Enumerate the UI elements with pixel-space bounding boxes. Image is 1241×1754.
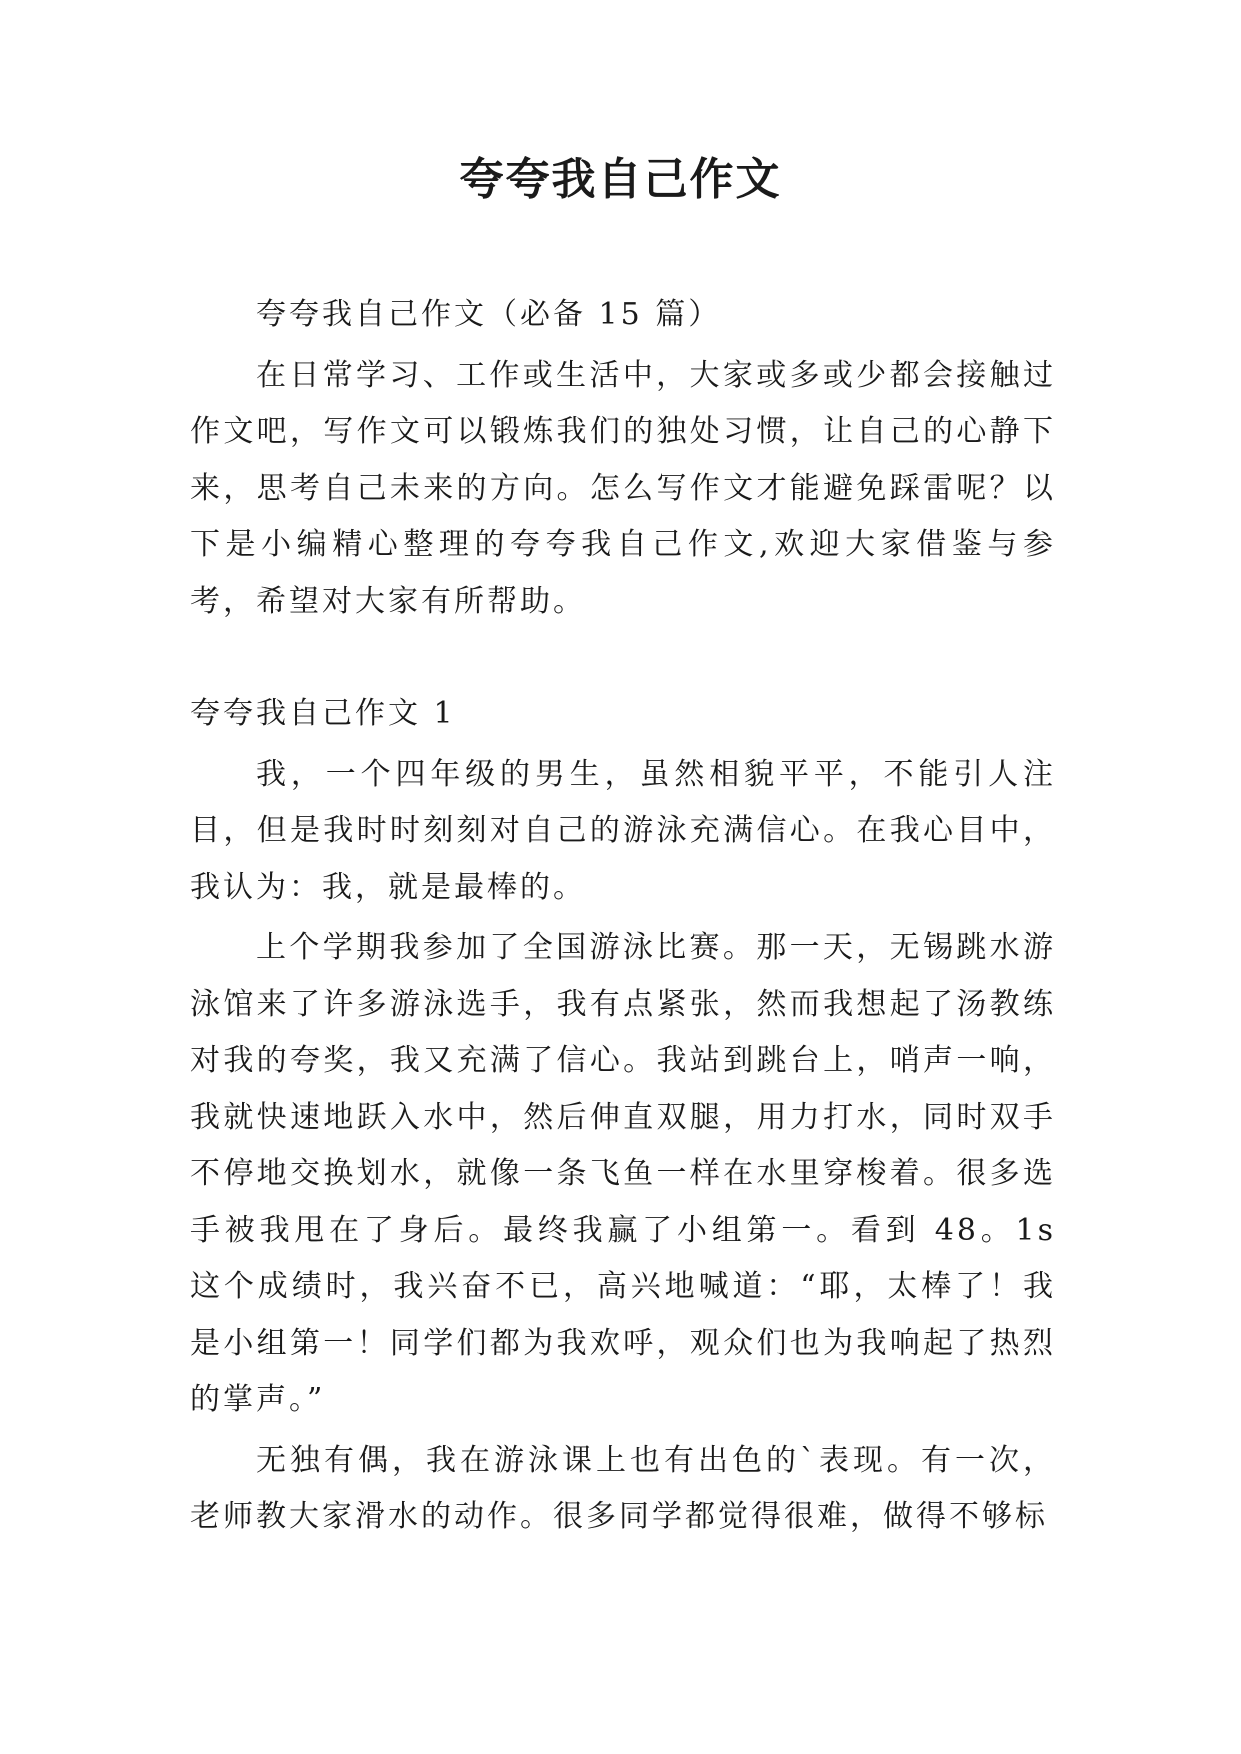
essay-paragraph: 上个学期我参加了全国游泳比赛。那一天，无锡跳水游泳馆来了许多游泳选手，我有点紧张，然而我想起了汤教练对我的夸奖，我又充满了信心。我站到跳台上，哨声一响，我就快速地跃入水中，然后伸直双腿，用力打水，同时双手不停地交换划水，就像一条飞鱼一样在水里穿梭着。很多选手被我甩在了身后。最终我赢了小组第一。看到 48。1s 这个成绩时，我兴奋不已，高兴地喊道：“耶，太棒了！我是小组第一！同学们都为我欢呼，观众们也为我响起了热烈的掌声。”: [190, 930, 1056, 1417]
essay-heading: 夸夸我自己作文 1: [190, 696, 456, 731]
document-subtitle: 夸夸我自己作文（必备 15 篇）: [256, 297, 722, 332]
essay-paragraph: 我，一个四年级的男生，虽然相貌平平，不能引人注目，但是我时时刻刻对自己的游泳充满信心。在我心目中，我认为：我，就是最棒的。: [190, 756, 1056, 905]
intro-paragraph: 在日常学习、工作或生活中，大家或多或少都会接触过作文吧，写作文可以锻炼我们的独处习惯，让自己的心静下来，思考自己未来的方向。怎么写作文才能避免踩雷呢？以下是小编精心整理的夸夸我自己作文,欢迎大家借鉴与参考，希望对大家有所帮助。: [190, 357, 1056, 619]
essay-paragraph: 无独有偶，我在游泳课上也有出色的`表现。有一次，老师教大家滑水的动作。很多同学都觉得很难，做得不够标: [190, 1442, 1056, 1534]
document-title: 夸夸我自己作文: [459, 154, 782, 205]
document-body: [190, 287, 1056, 1546]
